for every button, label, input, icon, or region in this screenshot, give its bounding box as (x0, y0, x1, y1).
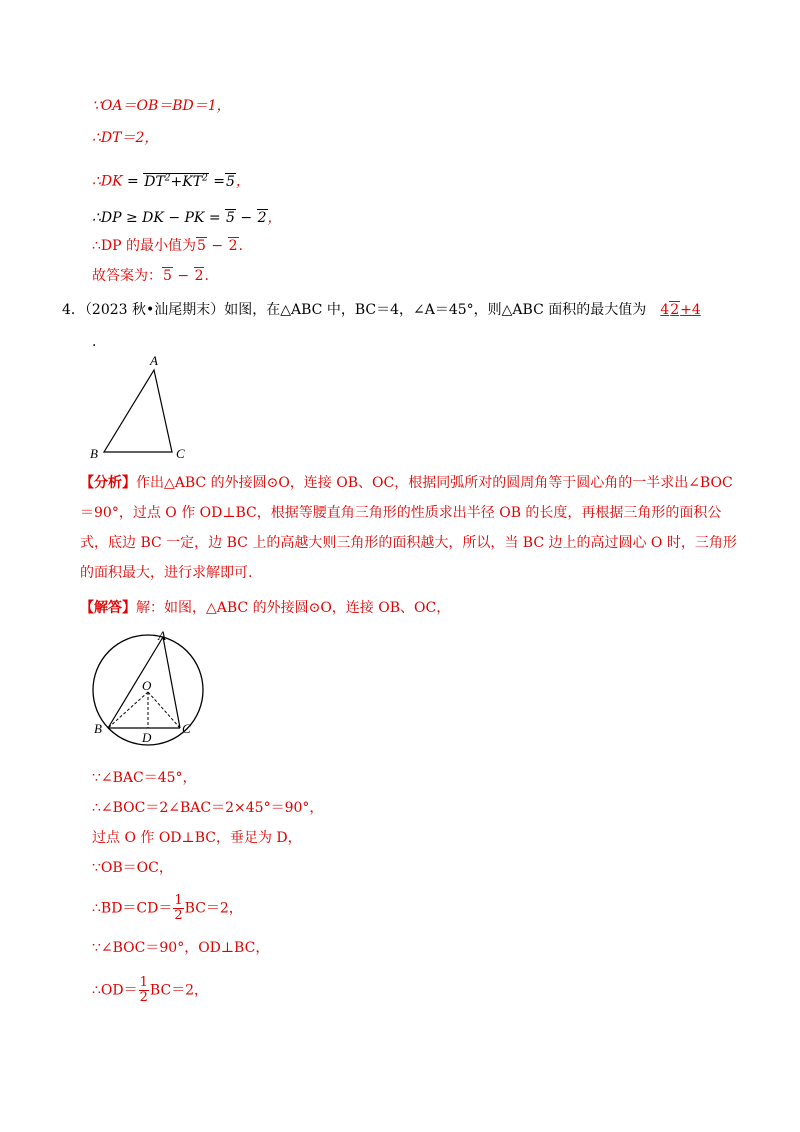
label-d: D (142, 730, 152, 745)
line-dp-inequality: ∴DP ≥ DK − PK = 5 − 2， (92, 210, 282, 226)
triangle-figure (84, 350, 204, 460)
line-dp-min: ∴DP 的最小值为5 − 2. (92, 238, 243, 254)
line-oa-ob-bd: ∵OA＝OB＝BD＝1， (92, 98, 231, 114)
label-b: B (90, 446, 98, 460)
step-5: ∴BD＝CD＝ $\frac{1}{2}$ BC＝2， (92, 893, 243, 923)
label-c: C (176, 446, 185, 460)
question-answer: 42+4 (660, 302, 701, 318)
solution-tag: 【解答】 (80, 600, 136, 616)
triangle-abc (104, 370, 172, 452)
analysis-paragraph (80, 468, 740, 588)
step-1: ∵∠BAC＝45°， (92, 770, 197, 786)
analysis-text: 作出△ABC 的外接圆⊙O，连接 OB、OC，根据同弧所对的圆周角等于圆心角的一半求出∠BOC＝90°，过点 O 作 OD⊥BC，根据等腰直角三角形的性质求出半径 OB 的长度，再根据三角形的面积公式，底边 BC 一定，边 BC 上的高越大则三角形的面积越大，所以，当 BC 边上的高过圆心 O 时，三角形的面积最大，进行求解即可. (80, 475, 737, 581)
solution-text: 解：如图，△ABC 的外接圆⊙O，连接 OB、OC， (136, 600, 451, 616)
line-answer: 故答案为：5 − 2. (92, 268, 209, 284)
line-dt: ∴DT＝2， (92, 130, 159, 146)
side-ac (163, 637, 180, 728)
step-7: ∴OD＝ $\frac{1}{2}$ BC＝2， (92, 975, 209, 1005)
label-o: O (142, 678, 152, 693)
question-text: （2023 秋•汕尾期末）如图，在△ABC 中，BC＝4，∠A＝45°，则△ABC 面积的最大值为 (84, 302, 647, 318)
step-6: ∵∠BOC＝90°，OD⊥BC， (92, 940, 270, 956)
label-a: A (150, 353, 158, 368)
label-b: B (94, 721, 102, 736)
circle-figure (86, 622, 216, 752)
line-dk: ∴DK = $DT^2+KT^2 =5$， (92, 173, 250, 190)
solution-intro (80, 598, 450, 618)
analysis-tag: 【分析】 (80, 475, 136, 491)
side-ab (108, 637, 163, 728)
label-c: C (182, 721, 191, 736)
question-4 (62, 300, 762, 320)
question-number: 4． (62, 302, 85, 318)
step-4: ∵OB＝OC， (92, 860, 173, 876)
question-period: . (92, 334, 97, 350)
segment-ob (108, 692, 148, 728)
segment-oc (148, 692, 180, 728)
step-3: 过点 O 作 OD⊥BC，垂足为 D， (92, 830, 302, 846)
label-a: A (158, 628, 166, 643)
step-2: ∴∠BOC＝2∠BAC＝2×45°＝90°， (92, 800, 324, 816)
